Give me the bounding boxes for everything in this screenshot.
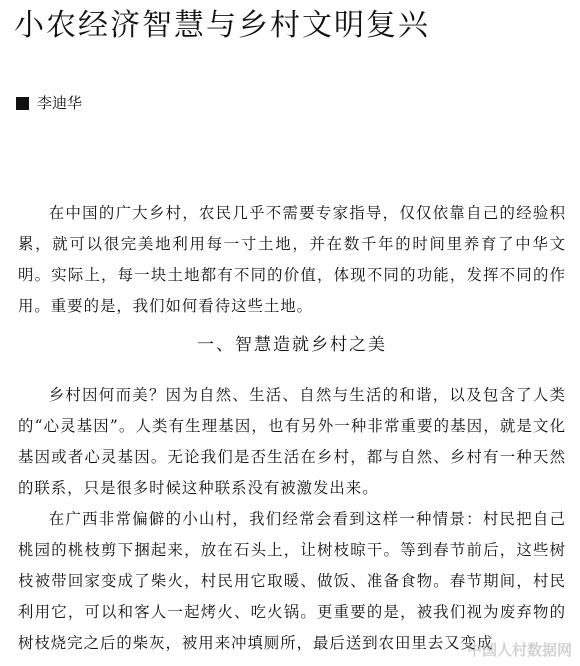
intro-paragraph: 在中国的广大乡村，农民几乎不需要专家指导，仅仅依靠自己的经验积累，就可以很完美地利用每一寸土地，并在数千年的时间里养育了中华文明。实际上，每一块土地都有不同的价值，体现不同的功能，发挥不同的作用。重要的是，我们如何看待这些土地。 <box>18 204 566 315</box>
article-body <box>18 198 566 659</box>
author-name: 李迪华 <box>37 94 83 112</box>
body-paragraph: 乡村因何而美？因为自然、生活、自然与生活的和谐，以及包含了人类的“心灵基因”。人类有生理基因，也有另外一种非常重要的基因，就是文化基因或者心灵基因。无论我们是否生活在乡村，都与自然、乡村有一种天然的联系，只是很多时候这种联系没有被激发出来。 <box>18 386 566 497</box>
body-paragraph: 在广西非常偏僻的小山村，我们经常会看到这样一种情景：村民把自己桃园的桃枝剪下捆起来，放在石头上，让树枝晾干。等到春节前后，这些树枝被带回家变成了柴火，村民用它取暖、做饭、准备食物。春节期间，村民利用它，可以和客人一起烤火、吃火锅。更重要的是，被我们视为废弃物的树枝烧完之后的柴灰，被用来冲填厕所，最后送到农田里去又变成 <box>18 510 566 652</box>
article-title: 小农经济智慧与乡村文明复兴 <box>14 8 430 43</box>
square-bullet-icon <box>16 97 29 110</box>
section-heading: 一、智慧造就乡村之美 <box>197 335 387 355</box>
byline <box>16 92 82 114</box>
watermark: 中国人村数据网 <box>466 641 572 659</box>
